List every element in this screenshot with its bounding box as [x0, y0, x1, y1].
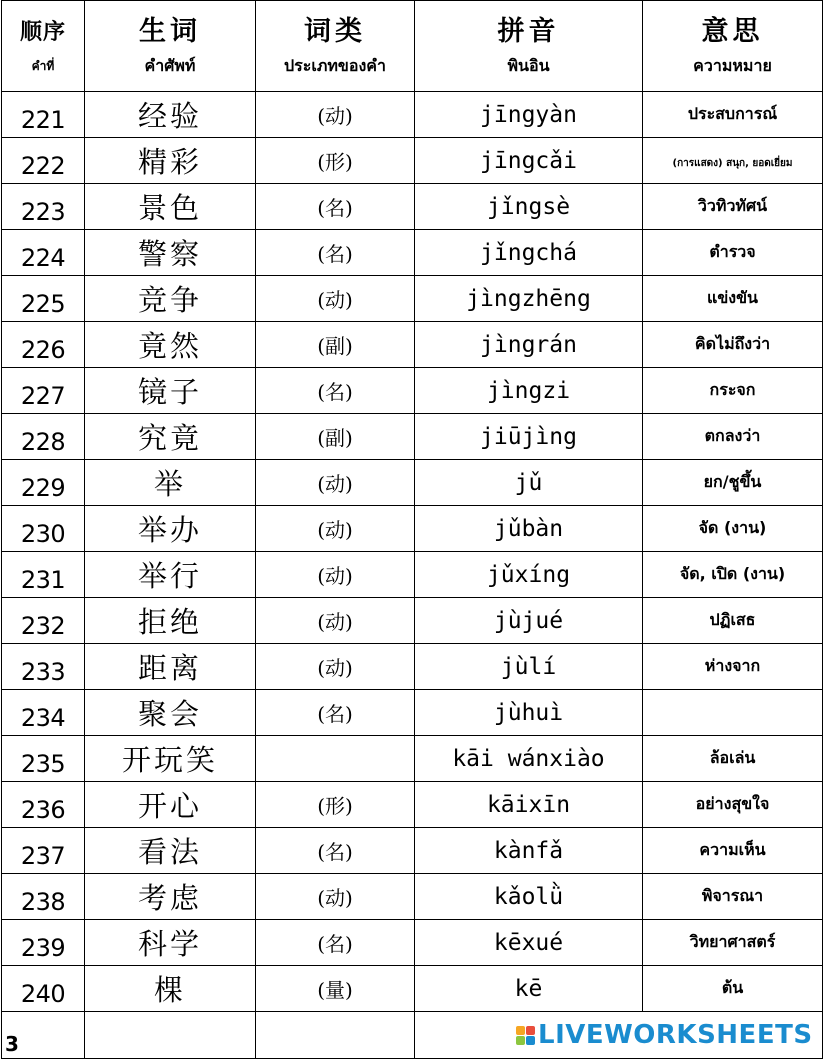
logo-square: [526, 1026, 535, 1035]
thai-meaning-cell: [643, 782, 823, 828]
table-row: [2, 966, 823, 1012]
pinyin: kànfǎ: [493, 837, 564, 864]
table-row: [2, 414, 823, 460]
row-number: 235: [20, 749, 66, 778]
pinyin-cell: [415, 414, 643, 460]
part-of-speech-cell: [256, 920, 415, 966]
vocab-word-cell: [85, 230, 256, 276]
vocab-word-cell: [85, 644, 256, 690]
part-of-speech: (动): [317, 886, 353, 910]
pinyin-cell: [415, 368, 643, 414]
pinyin-cell: [415, 276, 643, 322]
thai-meaning: ประสบการณ์: [687, 104, 778, 123]
vocab-word: 开心: [137, 789, 202, 823]
row-number-cell: [2, 184, 85, 230]
part-of-speech-cell: [256, 368, 415, 414]
row-number: 222: [20, 151, 66, 180]
row-number-cell: [2, 874, 85, 920]
vocab-word-cell: [85, 552, 256, 598]
table-row: [2, 828, 823, 874]
thai-meaning-cell: [643, 690, 823, 736]
vocab-word-cell: [85, 966, 256, 1012]
vocab-word-cell: [85, 782, 256, 828]
vocab-word-cell: [85, 368, 256, 414]
part-of-speech: (动): [317, 610, 353, 634]
thai-meaning-cell: [643, 644, 823, 690]
vocab-word: 警察: [137, 237, 202, 271]
pinyin: jiūjìng: [480, 423, 577, 450]
pinyin-cell: [415, 736, 643, 782]
header-pos: [256, 1, 415, 92]
header-meaning-zh: 意思: [701, 16, 764, 47]
vocab-word: 镜子: [137, 375, 202, 409]
row-number-cell: [2, 322, 85, 368]
pinyin-cell: [415, 460, 643, 506]
pinyin: kāi wánxiào: [452, 745, 605, 772]
part-of-speech: (名): [317, 242, 353, 266]
row-number: 232: [20, 611, 66, 640]
footer-empty-cell: [85, 1012, 256, 1059]
row-number-cell: [2, 368, 85, 414]
vocab-word: 景色: [137, 191, 202, 225]
row-number-cell: [2, 276, 85, 322]
thai-meaning: ความเห็น: [699, 840, 766, 859]
thai-meaning: ตกลงว่า: [704, 426, 761, 445]
pinyin-cell: [415, 598, 643, 644]
row-number-cell: [2, 414, 85, 460]
thai-meaning: อย่างสุขใจ: [695, 794, 770, 813]
row-number-cell: [2, 460, 85, 506]
thai-meaning-cell: [643, 460, 823, 506]
row-number: 221: [20, 105, 66, 134]
header-word-zh: 生词: [139, 16, 201, 47]
thai-meaning: ต้น: [721, 978, 744, 997]
logo-square: [516, 1036, 525, 1045]
row-number-cell: [2, 920, 85, 966]
vocab-word: 开玩笑: [121, 743, 218, 777]
pinyin: jīngyàn: [480, 101, 577, 128]
pinyin: jùlí: [500, 653, 557, 680]
part-of-speech-cell: [256, 874, 415, 920]
pinyin-cell: [415, 644, 643, 690]
pinyin-cell: [415, 920, 643, 966]
vocab-word: 竟然: [137, 329, 202, 363]
table-row: [2, 506, 823, 552]
row-number: 230: [20, 519, 66, 548]
vocab-word: 距离: [137, 651, 202, 685]
pinyin: jùjué: [493, 607, 564, 634]
vocab-word-cell: [85, 322, 256, 368]
row-number: 228: [20, 427, 66, 456]
part-of-speech: (名): [317, 380, 353, 404]
part-of-speech: (动): [317, 104, 353, 128]
vocab-word: 举行: [137, 559, 202, 593]
header-order: [2, 1, 85, 92]
vocab-word-cell: [85, 276, 256, 322]
thai-meaning: ตำรวจ: [709, 242, 756, 261]
part-of-speech-cell: [256, 736, 415, 782]
part-of-speech-cell: [256, 690, 415, 736]
table-row: [2, 552, 823, 598]
table-row: [2, 184, 823, 230]
header-meaning-th: ความหมาย: [693, 56, 772, 75]
pinyin: jǔxíng: [486, 561, 571, 588]
vocab-word-cell: [85, 184, 256, 230]
pinyin: jìngrán: [480, 331, 577, 358]
part-of-speech: (名): [317, 702, 353, 726]
vocabulary-table: [1, 0, 823, 1059]
header-pos-th: ประเภทของคำ: [284, 56, 386, 75]
row-number-cell: [2, 138, 85, 184]
thai-meaning-cell: [643, 368, 823, 414]
table-row: [2, 644, 823, 690]
part-of-speech: (名): [317, 932, 353, 956]
part-of-speech: (动): [317, 564, 353, 588]
row-number: 238: [20, 887, 66, 916]
pinyin-cell: [415, 92, 643, 138]
header-word: [85, 1, 256, 92]
part-of-speech: (形): [317, 794, 353, 818]
vocab-word: 精彩: [137, 145, 202, 179]
thai-meaning: จัด, เปิด (งาน): [679, 564, 786, 583]
row-number: 224: [20, 243, 66, 272]
part-of-speech: (形): [317, 150, 353, 174]
pinyin: kǎolǜ: [493, 883, 564, 910]
vocab-word: 聚会: [137, 697, 202, 731]
row-number-cell: [2, 552, 85, 598]
vocab-word-cell: [85, 414, 256, 460]
logo-square: [516, 1026, 525, 1035]
thai-meaning-cell: [643, 92, 823, 138]
part-of-speech: (动): [317, 288, 353, 312]
pinyin-cell: [415, 552, 643, 598]
thai-meaning: วิทยาศาสตร์: [689, 932, 776, 951]
row-number-cell: [2, 92, 85, 138]
thai-meaning: ห่างจาก: [704, 656, 761, 675]
thai-meaning: จัด (งาน): [698, 518, 767, 537]
thai-meaning-cell: [643, 966, 823, 1012]
thai-meaning-cell: [643, 920, 823, 966]
vocab-word: 看法: [137, 835, 202, 869]
table-row: [2, 874, 823, 920]
vocabulary-sheet: [1, 0, 822, 1058]
pinyin: jǐngsè: [486, 193, 571, 220]
table-row: [2, 782, 823, 828]
thai-meaning-cell: [643, 414, 823, 460]
row-number-cell: [2, 690, 85, 736]
pinyin: kē: [514, 975, 543, 1002]
part-of-speech-cell: [256, 460, 415, 506]
vocab-word-cell: [85, 690, 256, 736]
thai-meaning-cell: [643, 276, 823, 322]
thai-meaning-cell: [643, 184, 823, 230]
thai-meaning-cell: [643, 552, 823, 598]
vocab-word-cell: [85, 138, 256, 184]
pinyin: kēxué: [493, 929, 564, 956]
row-number: 225: [20, 289, 66, 318]
part-of-speech-cell: [256, 322, 415, 368]
header-meaning: [643, 1, 823, 92]
part-of-speech-cell: [256, 644, 415, 690]
pinyin-cell: [415, 690, 643, 736]
pinyin: jìngzhēng: [466, 285, 591, 312]
vocab-word-cell: [85, 598, 256, 644]
row-number: 233: [20, 657, 66, 686]
pinyin: jǔ: [514, 469, 543, 496]
part-of-speech-cell: [256, 506, 415, 552]
row-number: 231: [20, 565, 66, 594]
page-number: 3: [5, 1032, 19, 1056]
pinyin-cell: [415, 322, 643, 368]
logo-square: [526, 1036, 535, 1045]
vocab-word-cell: [85, 920, 256, 966]
thai-meaning: (การแสดง) สนุก, ยอดเยี่ยม: [672, 157, 793, 169]
row-number-cell: [2, 828, 85, 874]
liveworksheets-logo[interactable]: [516, 1020, 816, 1050]
row-number: 237: [20, 841, 66, 870]
thai-meaning-cell: [643, 828, 823, 874]
vocab-word-cell: [85, 92, 256, 138]
pinyin: jǐngchá: [480, 239, 577, 266]
table-row: [2, 276, 823, 322]
vocab-word: 举: [153, 467, 186, 501]
header-row: [2, 1, 823, 92]
pinyin: jùhuì: [493, 699, 564, 726]
thai-meaning: พิจารณา: [701, 886, 764, 905]
header-order-th: คำที่: [31, 59, 55, 73]
pinyin: jìngzi: [486, 377, 571, 404]
table-row: [2, 690, 823, 736]
header-word-th: คำศัพท์: [144, 56, 196, 75]
row-number-cell: [2, 506, 85, 552]
pinyin: kāixīn: [486, 791, 571, 818]
vocab-word-cell: [85, 874, 256, 920]
thai-meaning-cell: [643, 506, 823, 552]
thai-meaning-cell: [643, 736, 823, 782]
thai-meaning: กระจก: [709, 380, 756, 399]
thai-meaning-cell: [643, 230, 823, 276]
part-of-speech-cell: [256, 92, 415, 138]
thai-meaning-cell: [643, 874, 823, 920]
part-of-speech: (动): [317, 656, 353, 680]
pinyin-cell: [415, 506, 643, 552]
vocab-word-cell: [85, 506, 256, 552]
part-of-speech-cell: [256, 828, 415, 874]
thai-meaning: ยก/ชูขึ้น: [703, 472, 762, 491]
row-number: 234: [20, 703, 66, 732]
part-of-speech: (副): [317, 426, 353, 450]
thai-meaning-cell: [643, 322, 823, 368]
table-row: [2, 920, 823, 966]
part-of-speech: (量): [317, 978, 353, 1002]
table-row: [2, 598, 823, 644]
part-of-speech: (动): [317, 518, 353, 542]
row-number: 226: [20, 335, 66, 364]
row-number-cell: [2, 736, 85, 782]
thai-meaning: แข่งขัน: [707, 288, 758, 307]
table-row: [2, 736, 823, 782]
header-pos-zh: 词类: [304, 16, 366, 47]
row-number-cell: [2, 644, 85, 690]
logo-mark-icon: [516, 1026, 535, 1045]
part-of-speech-cell: [256, 966, 415, 1012]
pinyin-cell: [415, 782, 643, 828]
part-of-speech-cell: [256, 414, 415, 460]
vocab-word-cell: [85, 828, 256, 874]
part-of-speech: (名): [317, 840, 353, 864]
thai-meaning: คิดไม่ถึงว่า: [694, 334, 771, 353]
row-number: 223: [20, 197, 66, 226]
row-number: 236: [20, 795, 66, 824]
logo-text: LIVEWORKSHEETS: [538, 1020, 813, 1050]
pinyin: jīngcǎi: [480, 147, 577, 174]
vocab-word-cell: [85, 460, 256, 506]
vocab-word-cell: [85, 736, 256, 782]
vocab-word: 拒绝: [137, 605, 202, 639]
vocab-word: 考虑: [137, 881, 202, 915]
row-number: 240: [20, 979, 66, 1008]
thai-meaning-cell: [643, 138, 823, 184]
pinyin-cell: [415, 874, 643, 920]
page-number-cell: [2, 1012, 85, 1059]
table-row: [2, 322, 823, 368]
vocab-word: 科学: [137, 927, 202, 961]
header-pinyin-th: พินอิน: [507, 56, 550, 75]
vocab-word: 经验: [137, 99, 202, 133]
row-number-cell: [2, 966, 85, 1012]
row-number: 227: [20, 381, 66, 410]
thai-meaning: วิวทิวทัศน์: [697, 196, 768, 215]
footer-empty-cell: [256, 1012, 415, 1059]
part-of-speech-cell: [256, 230, 415, 276]
vocab-word: 举办: [137, 513, 202, 547]
row-number-cell: [2, 230, 85, 276]
thai-meaning: ล้อเล่น: [709, 748, 756, 767]
table-row: [2, 368, 823, 414]
header-pinyin-zh: 拼音: [497, 16, 560, 47]
row-number-cell: [2, 782, 85, 828]
vocab-word: 究竟: [137, 421, 202, 455]
part-of-speech-cell: [256, 138, 415, 184]
pinyin-cell: [415, 230, 643, 276]
part-of-speech: (动): [317, 472, 353, 496]
pinyin-cell: [415, 184, 643, 230]
vocab-word: 棵: [153, 973, 186, 1007]
part-of-speech-cell: [256, 184, 415, 230]
part-of-speech-cell: [256, 276, 415, 322]
pinyin: jǔbàn: [493, 515, 564, 542]
row-number: 239: [20, 933, 66, 962]
pinyin-cell: [415, 138, 643, 184]
thai-meaning-cell: [643, 598, 823, 644]
table-row: [2, 230, 823, 276]
header-pinyin: [415, 1, 643, 92]
row-number: 229: [20, 473, 66, 502]
pinyin-cell: [415, 966, 643, 1012]
table-row: [2, 460, 823, 506]
part-of-speech-cell: [256, 552, 415, 598]
header-order-zh: 顺序: [19, 19, 66, 45]
vocab-word: 竞争: [137, 283, 202, 317]
row-number-cell: [2, 598, 85, 644]
thai-meaning: ปฏิเสธ: [709, 610, 756, 629]
part-of-speech-cell: [256, 782, 415, 828]
table-row: [2, 138, 823, 184]
part-of-speech: (副): [317, 334, 353, 358]
part-of-speech: (名): [317, 196, 353, 220]
pinyin-cell: [415, 828, 643, 874]
table-row: [2, 92, 823, 138]
part-of-speech-cell: [256, 598, 415, 644]
